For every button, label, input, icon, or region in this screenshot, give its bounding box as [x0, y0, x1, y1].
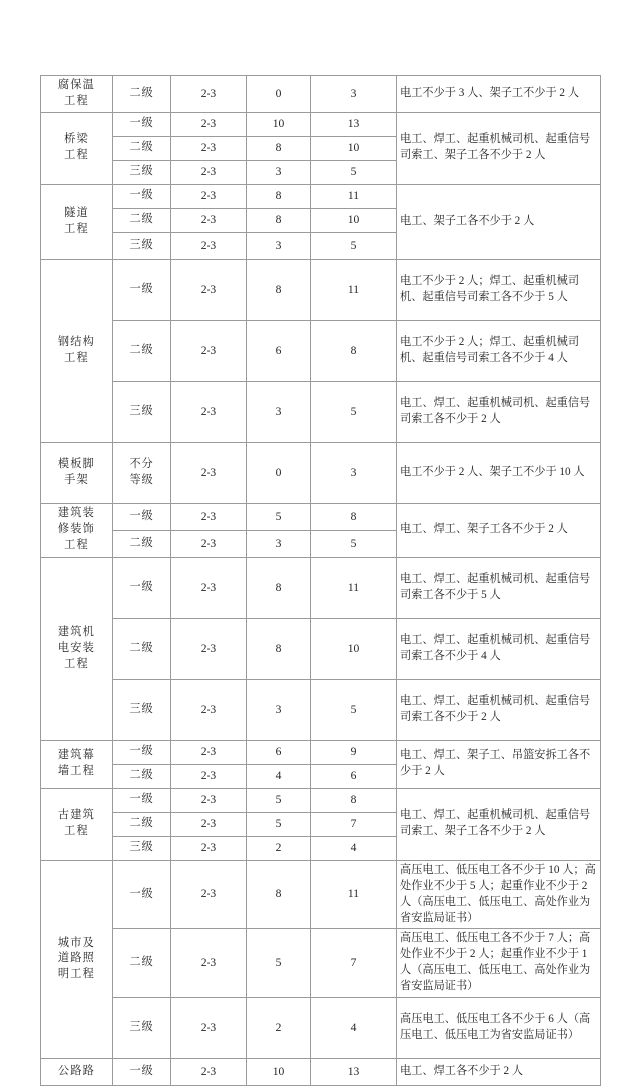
table-row — [41, 929, 601, 998]
cell-category — [41, 557, 113, 740]
cell-qualification-grade — [113, 812, 171, 836]
category-line: 工程 — [64, 539, 89, 552]
cell-personnel-requirement: 电工不少于 2 人、架子工不少于 10 人 — [397, 442, 601, 503]
grade-line: 等级 — [129, 473, 154, 486]
cell-ratio: 2-3 — [171, 208, 247, 232]
cell-count-secondary: 13 — [311, 112, 397, 136]
category-line: 手架 — [64, 473, 89, 486]
cell-count-primary: 5 — [247, 503, 311, 530]
cell-qualification-grade — [113, 136, 171, 160]
cell-personnel-requirement: 电工不少于 3 人、架子工不少于 2 人 — [397, 76, 601, 113]
cell-count-secondary: 3 — [311, 442, 397, 503]
cell-count-secondary: 9 — [311, 740, 397, 764]
cell-ratio: 2-3 — [171, 112, 247, 136]
cell-count-secondary: 10 — [311, 618, 397, 679]
table-row — [41, 1059, 601, 1086]
grade-line: 一级 — [129, 189, 154, 202]
cell-qualification-grade — [113, 232, 171, 259]
category-line: 建筑机 — [57, 625, 96, 638]
cell-count-primary: 3 — [247, 530, 311, 557]
cell-qualification-grade — [113, 259, 171, 320]
cell-qualification-grade — [113, 503, 171, 530]
cell-qualification-grade — [113, 929, 171, 998]
grade-line: 二级 — [129, 956, 154, 969]
cell-ratio: 2-3 — [171, 381, 247, 442]
cell-ratio: 2-3 — [171, 860, 247, 929]
category-line: 建筑装 — [57, 507, 96, 520]
grade-line: 二级 — [129, 536, 154, 549]
cell-qualification-grade — [113, 740, 171, 764]
cell-ratio: 2-3 — [171, 812, 247, 836]
cell-count-secondary: 10 — [311, 136, 397, 160]
cell-count-secondary: 11 — [311, 557, 397, 618]
cell-count-primary: 3 — [247, 679, 311, 740]
grade-line: 三级 — [129, 404, 154, 417]
grade-line: 二级 — [129, 343, 154, 356]
grade-line: 三级 — [129, 1021, 154, 1034]
cell-count-primary: 10 — [247, 1059, 311, 1086]
cell-count-secondary: 10 — [311, 208, 397, 232]
cell-qualification-grade — [113, 1059, 171, 1086]
table-row — [41, 259, 601, 320]
cell-count-primary: 8 — [247, 618, 311, 679]
cell-personnel-requirement: 高压电工、低压电工各不少于 6 人（高压电工、低压电工为省安监局证书） — [397, 998, 601, 1059]
cell-qualification-grade — [113, 618, 171, 679]
cell-category — [41, 503, 113, 557]
cell-count-secondary: 8 — [311, 788, 397, 812]
category-line: 墙工程 — [57, 765, 96, 778]
cell-qualification-grade — [113, 442, 171, 503]
category-line: 城市及 — [57, 936, 96, 949]
cell-count-secondary: 11 — [311, 184, 397, 208]
table-row — [41, 442, 601, 503]
grade-line: 三级 — [129, 165, 154, 178]
cell-category — [41, 788, 113, 860]
category-line: 隧道 — [64, 206, 89, 219]
cell-count-primary: 8 — [247, 259, 311, 320]
category-line: 钢结构 — [57, 335, 96, 348]
cell-category — [41, 112, 113, 184]
cell-personnel-requirement: 电工、焊工、起重机械司机、起重信号司索工各不少于 2 人 — [397, 381, 601, 442]
cell-personnel-requirement: 电工、焊工、架子工、吊篮安拆工各不少于 2 人 — [397, 740, 601, 788]
cell-ratio: 2-3 — [171, 764, 247, 788]
category-line: 公路路 — [57, 1065, 96, 1078]
category-line: 工程 — [64, 657, 89, 670]
cell-count-secondary: 5 — [311, 381, 397, 442]
cell-category — [41, 442, 113, 503]
category-line: 建筑幕 — [57, 749, 96, 762]
table-row — [41, 998, 601, 1059]
cell-count-primary: 5 — [247, 788, 311, 812]
category-line: 古建筑 — [57, 809, 96, 822]
grade-line: 不分 — [129, 457, 154, 470]
cell-qualification-grade — [113, 557, 171, 618]
cell-count-secondary: 5 — [311, 232, 397, 259]
cell-personnel-requirement: 电工、焊工各不少于 2 人 — [397, 1059, 601, 1086]
category-line: 工程 — [64, 222, 89, 235]
cell-ratio: 2-3 — [171, 503, 247, 530]
cell-qualification-grade — [113, 764, 171, 788]
grade-line: 三级 — [129, 841, 154, 854]
grade-line: 二级 — [129, 86, 154, 99]
cell-count-primary: 8 — [247, 136, 311, 160]
cell-qualification-grade — [113, 836, 171, 860]
table-row — [41, 320, 601, 381]
table-row — [41, 740, 601, 764]
category-line: 明工程 — [57, 968, 96, 981]
cell-count-primary: 4 — [247, 764, 311, 788]
grade-line: 一级 — [129, 117, 154, 130]
cell-count-primary: 0 — [247, 76, 311, 113]
category-line: 桥梁 — [64, 133, 89, 146]
grade-line: 二级 — [129, 213, 154, 226]
cell-count-secondary: 5 — [311, 530, 397, 557]
cell-personnel-requirement: 电工、架子工各不少于 2 人 — [397, 184, 601, 259]
cell-count-secondary: 5 — [311, 160, 397, 184]
cell-count-primary: 5 — [247, 929, 311, 998]
cell-count-primary: 2 — [247, 998, 311, 1059]
cell-ratio: 2-3 — [171, 184, 247, 208]
cell-ratio: 2-3 — [171, 320, 247, 381]
grade-line: 二级 — [129, 817, 154, 830]
grade-line: 二级 — [129, 141, 154, 154]
category-line: 修装饰 — [57, 523, 96, 536]
cell-count-primary: 5 — [247, 812, 311, 836]
cell-personnel-requirement: 电工、焊工、起重机械司机、起重信号司索工各不少于 2 人 — [397, 679, 601, 740]
grade-line: 一级 — [129, 887, 154, 900]
category-line: 工程 — [64, 351, 89, 364]
cell-category — [41, 1059, 113, 1086]
table-row — [41, 503, 601, 530]
cell-qualification-grade — [113, 679, 171, 740]
cell-count-secondary: 5 — [311, 679, 397, 740]
category-line: 模板脚 — [57, 457, 96, 470]
cell-personnel-requirement: 电工、焊工、架子工各不少于 2 人 — [397, 503, 601, 557]
cell-ratio: 2-3 — [171, 136, 247, 160]
special-operations-personnel-table — [40, 75, 601, 1086]
cell-ratio: 2-3 — [171, 929, 247, 998]
cell-count-primary: 2 — [247, 836, 311, 860]
cell-personnel-requirement: 电工不少于 2 人；焊工、起重机械司机、起重信号司索工各不少于 5 人 — [397, 259, 601, 320]
cell-ratio: 2-3 — [171, 76, 247, 113]
cell-personnel-requirement: 电工、焊工、起重机械司机、起重信号司索工各不少于 5 人 — [397, 557, 601, 618]
cell-count-secondary: 4 — [311, 998, 397, 1059]
cell-count-secondary: 11 — [311, 860, 397, 929]
cell-count-primary: 3 — [247, 160, 311, 184]
cell-ratio: 2-3 — [171, 442, 247, 503]
cell-qualification-grade — [113, 320, 171, 381]
grade-line: 三级 — [129, 238, 154, 251]
cell-ratio: 2-3 — [171, 788, 247, 812]
table-row — [41, 557, 601, 618]
cell-count-secondary: 6 — [311, 764, 397, 788]
cell-count-secondary: 8 — [311, 503, 397, 530]
cell-ratio: 2-3 — [171, 232, 247, 259]
grade-line: 一级 — [129, 1065, 154, 1078]
cell-qualification-grade — [113, 530, 171, 557]
cell-personnel-requirement: 高压电工、低压电工各不少于 10 人；高处作业不少于 5 人；起重作业不少于 2 人（高压电工、低压电工、高处作业为省安监局证书） — [397, 860, 601, 929]
cell-count-secondary: 4 — [311, 836, 397, 860]
category-line: 电安装 — [57, 641, 96, 654]
cell-qualification-grade — [113, 184, 171, 208]
cell-count-secondary: 11 — [311, 259, 397, 320]
cell-ratio: 2-3 — [171, 160, 247, 184]
cell-ratio: 2-3 — [171, 998, 247, 1059]
cell-count-primary: 8 — [247, 557, 311, 618]
table-row — [41, 76, 601, 113]
table-row — [41, 860, 601, 929]
grade-line: 一级 — [129, 793, 154, 806]
cell-personnel-requirement: 电工不少于 2 人；焊工、起重机械司机、起重信号司索工各不少于 4 人 — [397, 320, 601, 381]
cell-ratio: 2-3 — [171, 1059, 247, 1086]
table-row — [41, 788, 601, 812]
category-line: 工程 — [64, 94, 89, 107]
cell-count-secondary: 3 — [311, 76, 397, 113]
cell-count-primary: 0 — [247, 442, 311, 503]
cell-category — [41, 184, 113, 259]
category-line: 道路照 — [57, 952, 96, 965]
grade-line: 二级 — [129, 769, 154, 782]
cell-count-primary: 6 — [247, 320, 311, 381]
cell-category — [41, 76, 113, 113]
cell-count-primary: 3 — [247, 232, 311, 259]
cell-count-primary: 6 — [247, 740, 311, 764]
cell-personnel-requirement: 电工、焊工、起重机械司机、起重信号司索工、架子工各不少于 2 人 — [397, 788, 601, 860]
cell-qualification-grade — [113, 208, 171, 232]
cell-ratio: 2-3 — [171, 618, 247, 679]
cell-qualification-grade — [113, 788, 171, 812]
cell-qualification-grade — [113, 76, 171, 113]
cell-count-primary: 3 — [247, 381, 311, 442]
cell-count-secondary: 8 — [311, 320, 397, 381]
category-line: 工程 — [64, 149, 89, 162]
cell-ratio: 2-3 — [171, 836, 247, 860]
cell-count-primary: 8 — [247, 860, 311, 929]
cell-count-secondary: 7 — [311, 929, 397, 998]
cell-count-primary: 10 — [247, 112, 311, 136]
cell-qualification-grade — [113, 998, 171, 1059]
table-row — [41, 381, 601, 442]
grade-line: 一级 — [129, 282, 154, 295]
cell-count-secondary: 13 — [311, 1059, 397, 1086]
cell-count-primary: 8 — [247, 208, 311, 232]
cell-qualification-grade — [113, 160, 171, 184]
grade-line: 一级 — [129, 580, 154, 593]
table-body — [41, 76, 601, 1086]
cell-ratio: 2-3 — [171, 557, 247, 618]
cell-ratio: 2-3 — [171, 530, 247, 557]
requirements-table-container — [40, 75, 600, 1086]
cell-category — [41, 740, 113, 788]
cell-ratio: 2-3 — [171, 740, 247, 764]
table-row — [41, 679, 601, 740]
table-row — [41, 618, 601, 679]
grade-line: 三级 — [129, 702, 154, 715]
cell-personnel-requirement: 电工、焊工、起重机械司机、起重信号司索工各不少于 4 人 — [397, 618, 601, 679]
table-row — [41, 184, 601, 208]
category-line: 工程 — [64, 825, 89, 838]
cell-qualification-grade — [113, 860, 171, 929]
cell-category — [41, 259, 113, 442]
cell-ratio: 2-3 — [171, 679, 247, 740]
category-line: 腐保温 — [57, 79, 96, 91]
grade-line: 二级 — [129, 641, 154, 654]
cell-personnel-requirement: 电工、焊工、起重机械司机、起重信号司索工、架子工各不少于 2 人 — [397, 112, 601, 184]
cell-ratio: 2-3 — [171, 259, 247, 320]
cell-qualification-grade — [113, 381, 171, 442]
cell-qualification-grade — [113, 112, 171, 136]
grade-line: 一级 — [129, 509, 154, 522]
cell-category — [41, 860, 113, 1058]
cell-count-primary: 8 — [247, 184, 311, 208]
cell-personnel-requirement: 高压电工、低压电工各不少于 7 人；高处作业不少于 2 人；起重作业不少于 1 人（高压电工、低压电工、高处作业为省安监局证书） — [397, 929, 601, 998]
grade-line: 一级 — [129, 745, 154, 758]
table-row — [41, 112, 601, 136]
cell-count-secondary: 7 — [311, 812, 397, 836]
